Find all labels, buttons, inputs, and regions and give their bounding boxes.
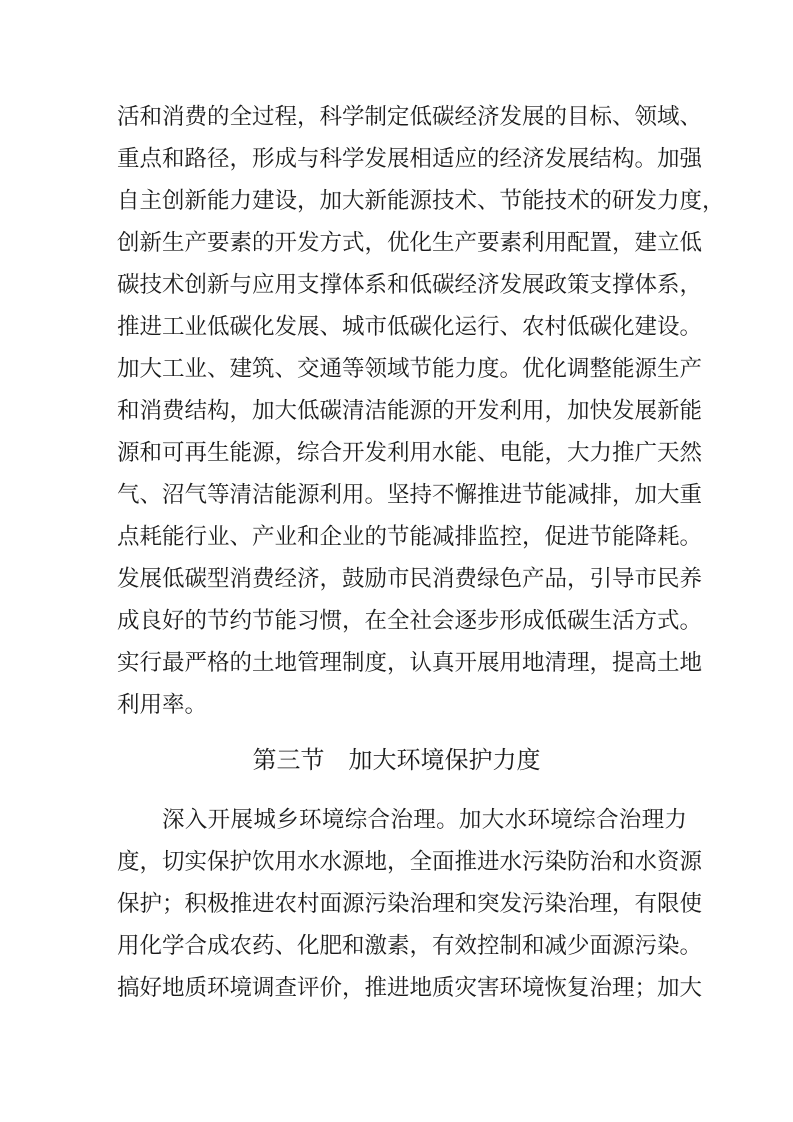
paragraph-1-line: 成良好的节约节能习惯，在全社会逐步形成低碳生活方式。 (117, 608, 703, 634)
paragraph-1-line: 推进工业低碳化发展、城市低碳化运行、农村低碳化建设。 (117, 314, 703, 340)
paragraph-1-line: 点耗能行业、产业和企业的节能减排监控，促进节能降耗。 (117, 524, 703, 550)
paragraph-1-line: 自主创新能力建设，加大新能源技术、节能技术的研发力度， (117, 188, 725, 214)
paragraph-2-line: 保护；积极推进农村面源污染治理和突发污染治理，有限使 (117, 891, 703, 917)
paragraph-1-line: 碳技术创新与应用支撑体系和低碳经济发展政策支撑体系， (117, 272, 703, 298)
paragraph-2-line: 深入开展城乡环境综合治理。加大水环境综合治理力 (162, 807, 687, 833)
paragraph-1-line: 源和可再生能源，综合开发利用水能、电能，大力推广天然 (117, 440, 703, 466)
paragraph-1-line: 利用率。 (117, 692, 208, 718)
paragraph-1-line: 活和消费的全过程，科学制定低碳经济发展的目标、领域、 (117, 104, 703, 130)
paragraph-1-line: 发展低碳型消费经济，鼓励市民消费绿色产品，引导市民养 (117, 566, 703, 592)
paragraph-1-line: 重点和路径，形成与科学发展相适应的经济发展结构。加强 (117, 146, 703, 172)
paragraph-1-line: 气、沼气等清洁能源利用。坚持不懈推进节能减排，加大重 (117, 482, 703, 508)
paragraph-1-line: 创新生产要素的开发方式，优化生产要素利用配置，建立低 (117, 230, 703, 256)
paragraph-2-line: 度，切实保护饮用水水源地，全面推进水污染防治和水资源 (117, 849, 703, 875)
section-heading: 第三节 加大环境保护力度 (252, 746, 541, 774)
paragraph-1-line: 和消费结构，加大低碳清洁能源的开发利用，加快发展新能 (117, 398, 703, 424)
paragraph-1-line: 加大工业、建筑、交通等领域节能力度。优化调整能源生产 (117, 356, 703, 382)
paragraph-2-line: 用化学合成农药、化肥和激素，有效控制和减少面源污染。 (117, 933, 703, 959)
paragraph-1-line: 实行最严格的土地管理制度，认真开展用地清理，提高土地 (117, 650, 703, 676)
paragraph-2-line: 搞好地质环境调查评价，推进地质灾害环境恢复治理；加大 (117, 975, 703, 1001)
